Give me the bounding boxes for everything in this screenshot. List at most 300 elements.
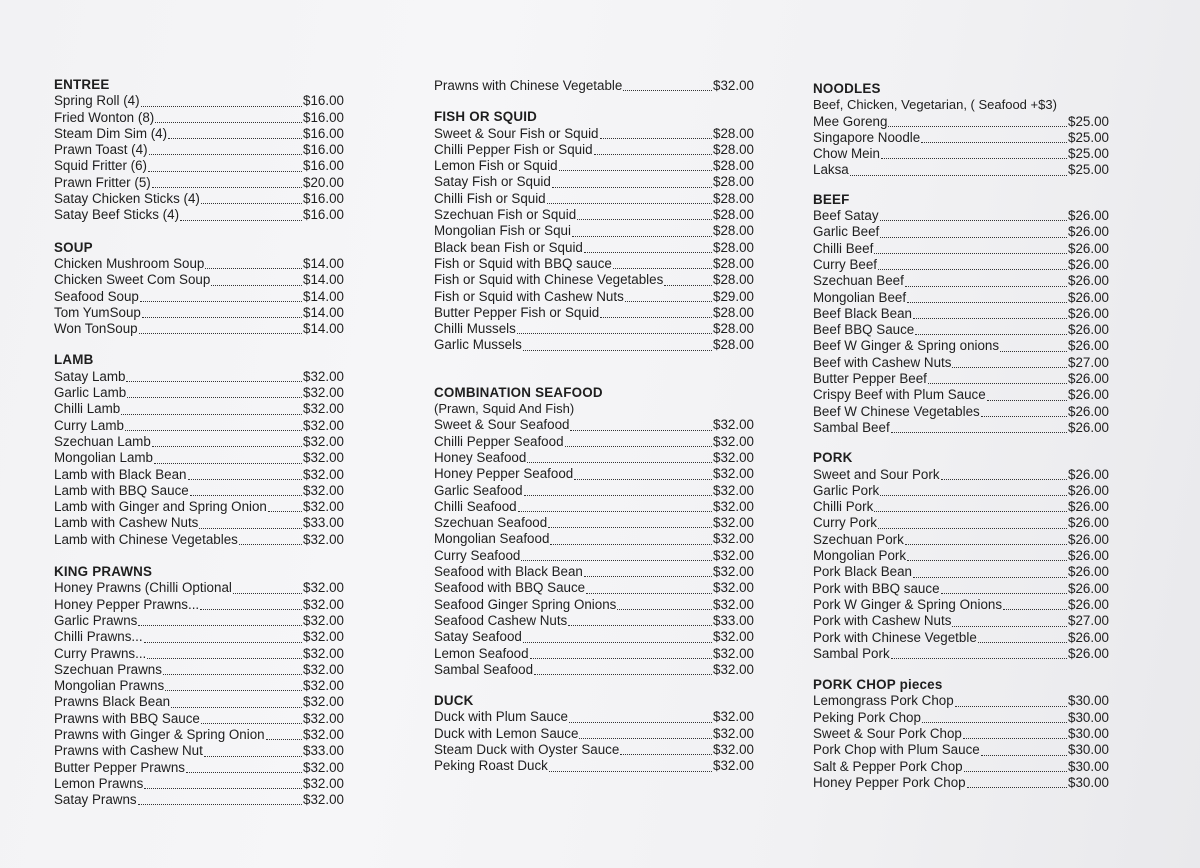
item-name: Beef Satay	[813, 208, 879, 224]
item-name: Seafood with Black Bean	[434, 564, 583, 580]
item-price: $32.00	[713, 596, 754, 612]
dot-leader	[155, 122, 302, 123]
item-name: Lemon Prawns	[54, 775, 144, 791]
menu-item	[54, 450, 344, 466]
item-price: $32.00	[713, 466, 754, 482]
item-name: Mongolian Lamb	[54, 450, 154, 466]
menu-item	[434, 483, 754, 499]
item-price: $32.00	[303, 775, 344, 791]
item-name: Won TonSoup	[54, 321, 138, 337]
dot-leader	[907, 302, 1067, 303]
dot-leader	[1000, 351, 1067, 352]
item-name: Honey Pepper Pork Chop	[813, 774, 966, 790]
item-price: $16.00	[303, 109, 344, 125]
item-name: Beef with Cashew Nuts	[813, 354, 952, 370]
menu-item	[434, 548, 754, 564]
item-name: Butter Pepper Prawns	[54, 759, 185, 775]
dot-leader	[141, 106, 302, 107]
item-name: Mongolian Pork	[813, 548, 907, 564]
item-price: $26.00	[1068, 515, 1109, 531]
item-price: $32.00	[713, 580, 754, 596]
item-name: Curry Beef	[813, 256, 877, 272]
item-price: $26.00	[1068, 499, 1109, 515]
menu-section	[813, 450, 1109, 662]
item-price: $25.00	[1068, 162, 1109, 178]
item-name: Chilli Prawns...	[54, 629, 143, 645]
menu-item	[813, 581, 1109, 597]
menu-item	[813, 742, 1109, 758]
dot-leader	[154, 463, 302, 464]
dot-leader	[266, 739, 302, 740]
item-name: Tom YumSoup	[54, 304, 141, 320]
item-price: $32.00	[713, 449, 754, 465]
item-price: $25.00	[1068, 146, 1109, 162]
menu-item	[434, 613, 754, 629]
menu-item	[54, 694, 344, 710]
item-name: Curry Lamb	[54, 417, 124, 433]
item-price: $16.00	[303, 158, 344, 174]
dot-leader	[952, 626, 1067, 627]
menu-item	[54, 434, 344, 450]
item-name: Lamb with Black Bean	[54, 466, 187, 482]
dot-leader	[941, 593, 1068, 594]
item-name: Sambal Beef	[813, 419, 890, 435]
menu-item	[54, 499, 344, 515]
item-name: Fish or Squid with BBQ sauce	[434, 255, 612, 271]
menu-item	[54, 191, 344, 207]
section-heading: BEEF	[813, 191, 850, 207]
dot-leader	[664, 285, 712, 286]
menu-item	[434, 207, 754, 223]
item-price: $32.00	[713, 645, 754, 661]
menu-item	[434, 629, 754, 645]
dot-leader	[981, 416, 1067, 417]
item-name: Prawn Fritter (5)	[54, 174, 151, 190]
menu-item	[54, 613, 344, 629]
item-price: $26.00	[1068, 371, 1109, 387]
menu-item	[813, 564, 1109, 580]
item-name: Laksa	[813, 162, 849, 178]
item-price: $28.00	[713, 223, 754, 239]
dot-leader	[200, 609, 302, 610]
menu-item	[813, 613, 1109, 629]
item-price: $32.00	[303, 612, 344, 628]
menu-item	[54, 776, 344, 792]
menu-item	[54, 532, 344, 548]
menu-item	[813, 499, 1109, 515]
menu-item	[813, 759, 1109, 775]
menu-item	[813, 322, 1109, 338]
menu-item	[813, 467, 1109, 483]
item-name: Chilli Pork	[813, 499, 874, 515]
item-price: $32.00	[713, 758, 754, 774]
item-name: Butter Pepper Beef	[813, 371, 927, 387]
item-price: $26.00	[1068, 564, 1109, 580]
menu-item	[54, 727, 344, 743]
item-name: Szechuan Lamb	[54, 433, 151, 449]
item-name: Mongolian Prawns	[54, 678, 165, 694]
item-name: Szechuan Seafood	[434, 515, 548, 531]
dot-leader	[594, 154, 713, 155]
dot-leader	[922, 722, 1067, 723]
section-subtitle: (Prawn, Squid And Fish)	[434, 401, 575, 417]
menu-item	[813, 483, 1109, 499]
item-price: $32.00	[303, 726, 344, 742]
item-name: Sweet & Sour Pork Chop	[813, 725, 962, 741]
item-price: $32.00	[303, 433, 344, 449]
item-price: $33.00	[303, 743, 344, 759]
menu-item	[54, 175, 344, 191]
menu-item	[434, 662, 754, 678]
dot-leader	[913, 318, 1067, 319]
item-name: Mongolian Fish or Squi	[434, 223, 571, 239]
dot-leader	[574, 479, 712, 480]
dot-leader	[180, 220, 302, 221]
menu-item	[434, 434, 754, 450]
item-name: Honey Prawns (Chilli Optional	[54, 580, 232, 596]
item-price: $32.00	[713, 661, 754, 677]
dot-leader	[268, 511, 302, 512]
dot-leader	[617, 609, 712, 610]
item-price: $32.00	[303, 661, 344, 677]
item-name: Garlic Seafood	[434, 482, 523, 498]
menu-item	[434, 321, 754, 337]
dot-leader	[880, 220, 1068, 221]
dot-leader	[552, 187, 712, 188]
item-name: Curry Seafood	[434, 547, 521, 563]
item-price: $32.00	[303, 368, 344, 384]
menu-item	[434, 709, 754, 725]
item-price: $20.00	[303, 174, 344, 190]
menu-item	[54, 272, 344, 288]
menu-item	[54, 158, 344, 174]
item-name: Sweet & Sour Fish or Squid	[434, 125, 599, 141]
dot-leader	[139, 333, 302, 334]
item-price: $27.00	[1068, 354, 1109, 370]
item-name: Curry Prawns...	[54, 645, 147, 661]
menu-item	[813, 114, 1109, 130]
menu-column	[813, 81, 1109, 808]
item-price: $27.00	[1068, 613, 1109, 629]
item-name: Chilli Pepper Seafood	[434, 433, 564, 449]
dot-leader	[205, 268, 302, 269]
section-heading: PORK	[813, 450, 853, 466]
item-price: $33.00	[303, 515, 344, 531]
item-price: $16.00	[303, 191, 344, 207]
menu-item	[54, 483, 344, 499]
dot-leader	[978, 642, 1067, 643]
dot-leader	[880, 237, 1067, 238]
item-price: $32.00	[713, 564, 754, 580]
dot-leader	[570, 430, 712, 431]
item-name: Satay Chicken Sticks (4)	[54, 191, 200, 207]
dot-leader	[190, 495, 302, 496]
dot-leader	[523, 642, 712, 643]
dot-leader	[524, 495, 712, 496]
dot-leader	[152, 187, 302, 188]
item-price: $26.00	[1068, 466, 1109, 482]
dot-leader	[527, 462, 712, 463]
item-name: Prawns with Ginger & Spring Onion	[54, 726, 265, 742]
dot-leader	[149, 154, 303, 155]
item-name: Seafood with BBQ Sauce	[434, 580, 586, 596]
item-name: Honey Pepper Seafood	[434, 466, 574, 482]
item-price: $30.00	[1068, 774, 1109, 790]
dot-leader	[165, 690, 302, 691]
item-price: $28.00	[713, 321, 754, 337]
item-price: $32.00	[713, 417, 754, 433]
menu-item	[54, 321, 344, 337]
dot-leader	[874, 253, 1067, 254]
item-price: $14.00	[303, 304, 344, 320]
item-name: Szechuan Beef	[813, 273, 904, 289]
section-heading: LAMB	[54, 352, 94, 368]
item-price: $26.00	[1068, 338, 1109, 354]
item-price: $14.00	[303, 288, 344, 304]
item-price: $32.00	[713, 629, 754, 645]
item-name: Szechuan Pork	[813, 531, 904, 547]
dot-leader	[186, 772, 302, 773]
dot-leader	[963, 738, 1067, 739]
item-name: Sambal Pork	[813, 645, 890, 661]
item-price: $26.00	[1068, 224, 1109, 240]
dot-leader	[547, 203, 712, 204]
menu-item	[813, 710, 1109, 726]
menu-item	[813, 146, 1109, 162]
menu-section	[54, 240, 344, 338]
item-name: Garlic Beef	[813, 224, 880, 240]
item-price: $26.00	[1068, 482, 1109, 498]
item-price: $28.00	[713, 255, 754, 271]
dot-leader	[568, 625, 712, 626]
menu-item	[54, 760, 344, 776]
menu-item	[813, 371, 1109, 387]
item-name: Curry Pork	[813, 515, 877, 531]
item-name: Spring Roll (4)	[54, 93, 140, 109]
item-name: Satay Prawns	[54, 792, 137, 808]
section-heading: FISH OR SQUID	[434, 109, 538, 125]
menu-item	[434, 191, 754, 207]
section-heading: PORK CHOP pieces	[813, 677, 943, 693]
menu-item	[813, 338, 1109, 354]
item-price: $28.00	[713, 207, 754, 223]
item-price: $32.00	[713, 531, 754, 547]
dot-leader	[569, 722, 712, 723]
dot-leader	[620, 754, 712, 755]
item-price: $30.00	[1068, 742, 1109, 758]
menu-section	[434, 109, 754, 353]
menu-item	[434, 726, 754, 742]
menu-item	[434, 466, 754, 482]
menu-item	[54, 711, 344, 727]
menu-item	[54, 369, 344, 385]
item-price: $32.00	[303, 417, 344, 433]
item-price: $26.00	[1068, 580, 1109, 596]
dot-leader	[913, 577, 1067, 578]
menu-item	[54, 629, 344, 645]
item-name: Steam Dim Sim (4)	[54, 125, 168, 141]
dot-leader	[523, 350, 712, 351]
menu-section	[813, 192, 1109, 436]
item-name: Pork with Chinese Vegetble	[813, 629, 977, 645]
dot-leader	[211, 285, 302, 286]
item-name: Satay Seafood	[434, 629, 522, 645]
item-price: $32.00	[303, 645, 344, 661]
dot-leader	[572, 236, 712, 237]
item-price: $32.00	[303, 580, 344, 596]
dot-leader	[584, 576, 712, 577]
dot-leader	[891, 658, 1067, 659]
dot-leader	[147, 658, 302, 659]
item-price: $16.00	[303, 93, 344, 109]
section-subtitle: Beef, Chicken, Vegetarian, ( Seafood +$3)	[813, 97, 1057, 113]
dot-leader	[548, 527, 712, 528]
dot-leader	[981, 755, 1067, 756]
dot-leader	[534, 674, 712, 675]
item-name: Chilli Mussels	[434, 321, 516, 337]
item-name: Lamb with Cashew Nuts	[54, 515, 199, 531]
item-price: $32.00	[303, 678, 344, 694]
menu-item	[813, 162, 1109, 178]
item-name: Sweet and Sour Pork	[813, 466, 940, 482]
item-price: $32.00	[303, 694, 344, 710]
dot-leader	[126, 381, 302, 382]
item-price: $26.00	[1068, 387, 1109, 403]
dot-leader	[550, 544, 712, 545]
item-name: Lemongrass Pork Chop	[813, 693, 954, 709]
item-price: $26.00	[1068, 645, 1109, 661]
menu-section	[434, 385, 754, 678]
menu-section	[54, 564, 344, 808]
item-price: $26.00	[1068, 629, 1109, 645]
item-name: Singapore Noodle	[813, 129, 921, 145]
item-name: Fish or Squid with Chinese Vegetables	[434, 272, 664, 288]
item-name: Prawn Toast (4)	[54, 142, 148, 158]
item-name: Pork with BBQ sauce	[813, 580, 940, 596]
dot-leader	[517, 333, 712, 334]
menu-section	[54, 352, 344, 548]
menu-item	[813, 630, 1109, 646]
dot-leader	[138, 625, 302, 626]
item-name: Mongolian Beef	[813, 289, 907, 305]
item-name: Prawns with Chinese Vegetable	[434, 78, 623, 93]
item-name: Satay Fish or Squid	[434, 174, 551, 190]
menu-item	[434, 564, 754, 580]
dot-leader	[881, 158, 1067, 159]
dot-leader	[907, 560, 1067, 561]
item-name: Duck with Plum Sauce	[434, 709, 568, 725]
dot-leader	[987, 400, 1067, 401]
item-name: Steam Duck with Oyster Sauce	[434, 741, 620, 757]
item-name: Chicken Mushroom Soup	[54, 255, 205, 271]
item-name: Lamb with Chinese Vegetables	[54, 531, 238, 547]
item-name: Beef W Chinese Vegetables	[813, 403, 980, 419]
item-price: $28.00	[713, 304, 754, 320]
menu-item	[434, 450, 754, 466]
item-price: $32.00	[303, 385, 344, 401]
item-name: Garlic Lamb	[54, 385, 127, 401]
item-name: Chilli Pepper Fish or Squid	[434, 141, 593, 157]
menu-item	[434, 305, 754, 321]
dot-leader	[600, 138, 713, 139]
menu-item	[434, 142, 754, 158]
section-heading: SOUP	[54, 239, 93, 255]
menu-item	[54, 515, 344, 531]
dot-leader	[152, 446, 302, 447]
dot-leader	[878, 269, 1067, 270]
menu-item	[434, 289, 754, 305]
section-heading: ENTREE	[54, 77, 110, 92]
dot-leader	[530, 658, 712, 659]
menu-item	[813, 515, 1109, 531]
item-price: $28.00	[713, 239, 754, 255]
menu-item	[434, 417, 754, 433]
item-name: Pork Black Bean	[813, 564, 912, 580]
item-name: Lemon Seafood	[434, 645, 529, 661]
item-price: $32.00	[303, 759, 344, 775]
item-price: $32.00	[713, 78, 754, 93]
dot-leader	[967, 787, 1067, 788]
menu-item	[813, 290, 1109, 306]
item-name: Fried Wonton (8)	[54, 109, 155, 125]
item-price: $32.00	[303, 710, 344, 726]
item-price: $16.00	[303, 207, 344, 223]
dot-leader	[921, 142, 1067, 143]
dot-leader	[577, 219, 712, 220]
item-price: $32.00	[303, 401, 344, 417]
item-name: Seafood Ginger Spring Onions	[434, 596, 617, 612]
menu-item	[434, 272, 754, 288]
item-price: $32.00	[713, 482, 754, 498]
menu-item	[54, 207, 344, 223]
menu-section	[813, 677, 1109, 791]
menu-item	[813, 273, 1109, 289]
menu-item	[813, 355, 1109, 371]
menu-item	[434, 240, 754, 256]
item-name: Chilli Seafood	[434, 498, 517, 514]
dot-leader	[171, 707, 302, 708]
menu-item	[813, 548, 1109, 564]
menu-item	[54, 743, 344, 759]
menu-item	[54, 678, 344, 694]
item-price: $28.00	[713, 158, 754, 174]
item-price: $26.00	[1068, 403, 1109, 419]
menu-item	[434, 158, 754, 174]
item-name: Pork W Ginger & Spring Onions	[813, 596, 1003, 612]
dot-leader	[125, 430, 302, 431]
dot-leader	[201, 723, 302, 724]
menu-item	[434, 337, 754, 353]
dot-leader	[144, 788, 302, 789]
menu-item	[54, 305, 344, 321]
menu-item	[813, 646, 1109, 662]
dot-leader	[140, 301, 302, 302]
dot-leader	[891, 432, 1067, 433]
dot-leader	[941, 479, 1067, 480]
dot-leader	[148, 171, 302, 172]
item-price: $26.00	[1068, 322, 1109, 338]
item-price: $25.00	[1068, 113, 1109, 129]
item-name: Satay Beef Sticks (4)	[54, 207, 180, 223]
menu-item	[434, 531, 754, 547]
item-price: $32.00	[303, 499, 344, 515]
menu-item	[54, 418, 344, 434]
menu-column	[434, 78, 754, 792]
item-price: $16.00	[303, 142, 344, 158]
item-price: $30.00	[1068, 709, 1109, 725]
item-price: $32.00	[713, 725, 754, 741]
dot-leader	[888, 126, 1067, 127]
